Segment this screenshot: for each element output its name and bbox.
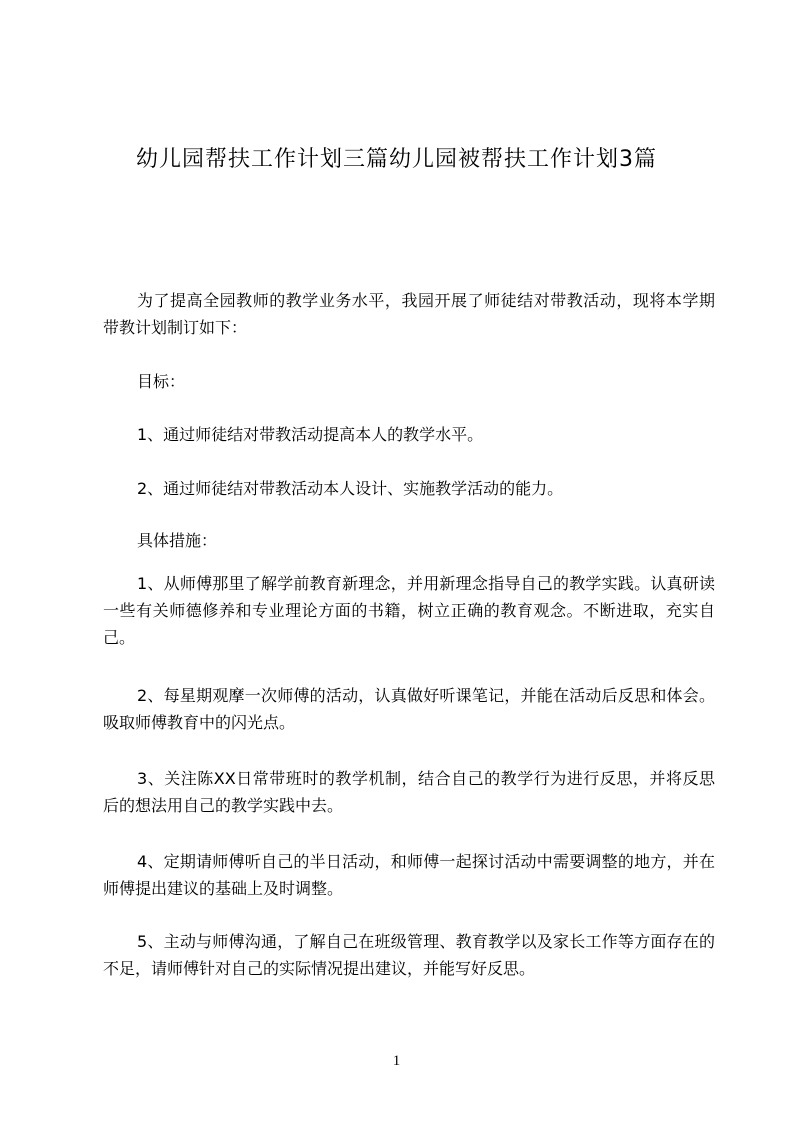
text-line: 1、从师傅那里了解学前教育新理念，并用新理念指导自己的教学实践。认真研读 xyxy=(137,574,715,593)
text-line: 2、通过师徒结对带教活动本人设计、实施教学活动的能力。 xyxy=(137,479,564,498)
intro-paragraph xyxy=(103,287,715,341)
text-line: 具体措施： xyxy=(137,531,218,550)
text-line: 目标： xyxy=(137,372,186,391)
measure-item-5 xyxy=(103,928,715,982)
text-line: 吸取师傅教育中的闪光点。 xyxy=(103,713,296,732)
goals-heading xyxy=(103,368,715,395)
text-line: 为了提高全园教师的教学业务水平，我园开展了师徒结对带教活动，现将本学期 xyxy=(137,291,715,310)
measure-item-4 xyxy=(103,848,715,902)
goal-item-2 xyxy=(103,475,715,502)
text-line: 不足，请师傅针对自己的实际情况提出建议，并能写好反思。 xyxy=(103,959,536,978)
text-line: 带教计划制订如下： xyxy=(103,318,248,337)
text-line: 4、定期请师傅听自己的半日活动，和师傅一起探讨活动中需要调整的地方，并在 xyxy=(137,852,715,871)
text-line: 一些有关师德修养和专业理论方面的书籍，树立正确的教育观念。不断进取，充实自 xyxy=(103,601,715,620)
text-line: 后的想法用自己的教学实践中去。 xyxy=(103,796,344,815)
text-line: 3、关注陈XX日常带班时的教学机制，结合自己的教学行为进行反思，并将反思 xyxy=(137,769,715,788)
text-line: 师傅提出建议的基础上及时调整。 xyxy=(103,879,344,898)
page-number: 1 xyxy=(392,1053,401,1069)
document-title: 幼儿园帮扶工作计划三篇幼儿园被帮扶工作计划3篇 xyxy=(136,147,657,172)
measure-item-1 xyxy=(103,570,715,651)
text-line: 己。 xyxy=(103,628,136,647)
measure-item-2 xyxy=(103,682,715,736)
goal-item-1 xyxy=(103,421,715,448)
measures-heading xyxy=(103,527,715,554)
measure-item-3 xyxy=(103,765,715,819)
text-line: 2、每星期观摩一次师傅的活动，认真做好听课笔记，并能在活动后反思和体会。 xyxy=(137,686,715,705)
text-line: 1、通过师徒结对带教活动提高本人的教学水平。 xyxy=(137,425,484,444)
text-line: 5、主动与师傅沟通，了解自己在班级管理、教育教学以及家长工作等方面存在的 xyxy=(137,932,715,951)
